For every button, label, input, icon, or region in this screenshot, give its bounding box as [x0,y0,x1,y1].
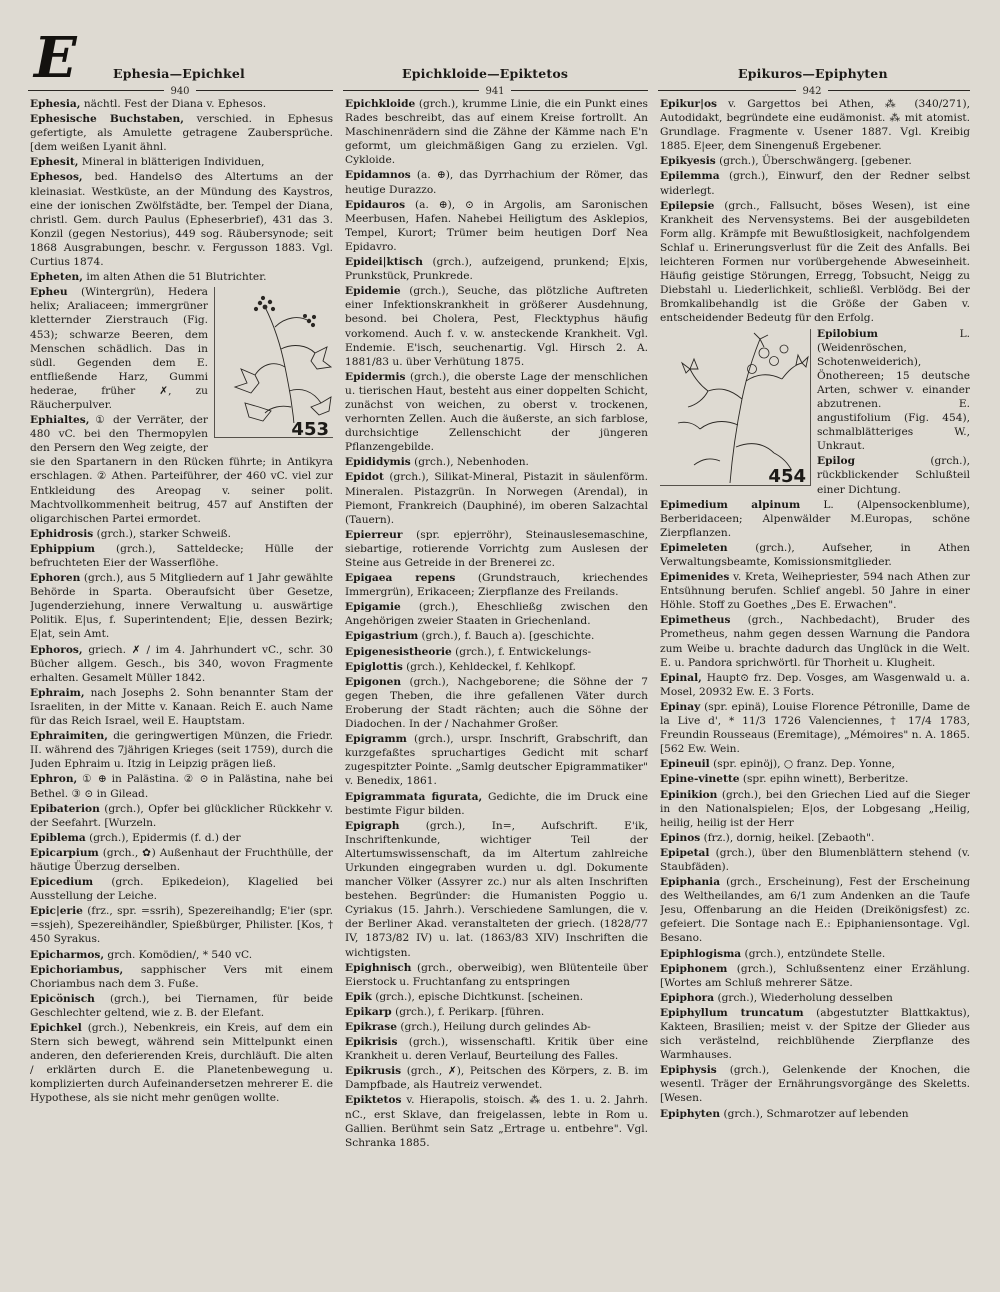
entry-text: (Grundstrauch, kriechendes Immergrün), Erikaceen; Zierpflanze des Freilands. [345,572,648,599]
entry-text: grch. Komödien/, * 540 vC. [104,948,253,961]
entry-text: (grch.), Aufseher, in Athen Verwaltungsbeamte, Komissionsmitglieder. [660,541,970,568]
dictionary-entry [30,571,333,641]
dictionary-entry [660,97,970,153]
dictionary-entry [345,819,648,960]
entry-text: (grch.), starker Schweiß. [93,527,231,540]
entry-headword: Epiphlogisma [660,947,742,960]
dictionary-entry [30,97,333,111]
entry-headword: Epiglottis [345,660,403,673]
entry-headword: Epinal, [660,671,702,684]
figure-453 [214,287,333,441]
dictionary-entry [660,962,970,990]
page-number-right: 942 [662,86,962,97]
entry-headword: Epiphonem [660,962,728,975]
dictionary-entry [660,1006,970,1062]
dictionary-entry [660,1063,970,1105]
entry-headword: Epigenesistheorie [345,645,452,658]
entry-headword: Epidemie [345,285,401,298]
entry-text: ① ⊕ in Palästina. ② ⊙ in Palästina, nahe bei Bethel. ③ ⊙ in Gilead. [30,773,333,800]
entry-text: (grch.), Kehldeckel, f. Kehlkopf. [402,660,576,673]
entry-text: nächtl. Fest der Diana v. Ephesos. [80,98,267,110]
dictionary-entry [30,875,333,903]
entry-headword: Epheten, [30,271,83,284]
entry-text: v. Hierapolis, stoisch. ⁂ des 1. u. 2. Jahrh. nC., erst Sklave, dan freigelassen, lebte in Rom u. Gallien. Berühmt sein Satz „Ertrage u. entbehre". Vgl. Schranka 1885. [345,1094,648,1149]
entry-headword: Epimedium alpinum [660,498,801,511]
entry-headword: Ephesia, [30,98,81,110]
dictionary-entry [660,831,970,845]
dictionary-entry [345,600,648,628]
entry-headword: Epikrisis [345,1036,398,1049]
dictionary-entry [30,686,333,728]
dictionary-entry [345,370,648,455]
entry-headword: Epidot [345,471,384,484]
dictionary-entry [345,455,648,469]
entry-headword: Ephron, [30,773,78,786]
dictionary-entry [345,961,648,989]
dictionary-entry [660,757,970,771]
entry-text: Haupt⊙ frz. Dep. Vosges, am Wasgenwald u. a. Mosel, 20932 Ew. E. 3 Forts. [660,671,970,698]
entry-text: (grch.), Opfer bei glücklicher Rückkehr v. der Seefahrt. [Wurzeln. [30,802,333,829]
dictionary-entry [345,168,648,196]
entry-headword: Epicönisch [30,992,95,1005]
dictionary-entry [345,790,648,818]
figure-454 [660,329,811,486]
entry-headword: Epidauros [345,198,406,211]
entry-headword: Epiktetos [345,1094,402,1107]
header-left: Ephesia—Epichkel [113,66,245,81]
entry-text: (grch., ✗), Peitschen des Körpers, z. B. im Dampfbade, als Hautreiz verwendet. [345,1065,648,1092]
dictionary-entry [660,613,970,669]
dictionary-entry [30,963,333,991]
entry-headword: Epimenides [660,571,730,584]
entry-text: (grch., oberweibig), wen Blütenteile über Eierstock u. Fruchtanfang zu entspringen [345,961,648,988]
section-letter: E [34,25,77,91]
entry-headword: Epipetal [660,846,710,859]
entry-text: (grch.), Einwurf, den der Redner selbst widerlegt. [660,170,970,197]
dictionary-entry [30,170,333,269]
entry-headword: Epichkloide [345,98,416,110]
entry-headword: Epierreur [345,528,403,541]
dictionary-entry [345,470,648,526]
entry-text: ① der Verräter, der 480 vC. bei den Thermopylen den Persern den Weg zeigte, der sie den Spartanern in den Rücken führte; in Antikyra erschlagen. ② Athen. Parteiführer, der 460 vC. viel zur Entkleidung des Areopag v. seiner polit. Machtvollkommenheit beitrug, 457 auf Anstiften der oligarchischen Partei ermordet. [30,414,333,525]
entry-headword: Epik [345,990,372,1003]
entry-headword: Epinos [660,831,701,844]
entry-headword: Epigaea repens [345,572,456,585]
entry-headword: Epigramm [345,733,407,746]
dictionary-entry [30,112,333,154]
page-number-left: 940 [30,86,330,97]
entry-headword: Epigamie [345,601,401,614]
entry-text: (spr. epihn winett), Berberitze. [739,773,909,786]
dictionary-entry [30,992,333,1020]
entry-text: (grch. Epikedeion), Klagelied bei Ausstellung der Leiche. [30,876,333,903]
entry-text: v. Gargettos bei Athen, ⁂ (340/271), Autodidakt, begründete eine eudämonist. ⁂ mit atomist. Grundlage. Fragmente v. Usener 1887. Vgl. Kreibig 1885. E|eer, dem Sinengenuß Ergebener. [660,98,970,153]
entry-headword: Epinikion [660,788,718,801]
entry-headword: Epilepsie [660,199,715,212]
entry-headword: Ephesische Buchstaben, [30,113,184,126]
dictionary-entry [30,948,333,962]
entry-headword: Epiphyten [660,1107,721,1120]
entry-headword: Ephoren [30,572,81,585]
entry-text: (grch.), Überschwängerg. [gebener. [715,155,912,168]
dictionary-entry [30,643,333,685]
entry-headword: Epikyesis [660,155,716,168]
entry-text: (grch., ✿) Außenhaut der Fruchthülle, der häutige Überzug derselben. [30,846,333,873]
entry-text: (grch.), aufzeigend, prunkend; E|xis, Prunkstück, Prunkrede. [345,256,648,283]
dictionary-entry [660,199,970,326]
entry-text: (spr. epinöj), ○ franz. Dep. Yonne, [709,758,895,771]
entry-headword: Epigonen [345,675,402,688]
dictionary-entry [660,541,970,569]
entry-text: (grch.), Heilung durch gelindes Ab- [397,1021,591,1033]
dictionary-entry [345,1064,648,1092]
dictionary-entry [345,284,648,369]
entry-text: (a. ⊕), ⊙ in Argolis, am Saronischen Meerbusen, Hafen. Nahebei Heiligtum des Asklepios, Tempel, Kurort; Trümer beim heutigen Dorf Nea Epidavro. [345,198,648,253]
column-3 [660,97,970,1282]
entry-headword: Epheu [30,286,68,299]
entry-headword: Ephippium [30,542,95,555]
entry-headword: Ephraim, [30,686,85,699]
entry-headword: Epibaterion [30,802,100,815]
dictionary-entry [30,1021,333,1106]
entry-headword: Epilog [817,455,856,468]
dictionary-entry [30,831,333,845]
entry-text: (a. ⊕), das Dyrrhachium der Römer, das heutige Durazzo. [345,169,648,196]
entry-headword: Epicedium [30,876,94,889]
entry-text: (grch.), Satteldecke; Hülle der befruchteten Eier der Wasserflöhe. [30,542,333,569]
dictionary-entry [345,629,648,643]
dictionary-entry [30,729,333,771]
entry-headword: Epiphysis [660,1064,717,1077]
willowherb-illustration [660,329,810,488]
entry-headword: Epimetheus [660,614,731,627]
dictionary-entry [30,527,333,541]
entry-headword: Epineuil [660,758,710,771]
entry-text: (grch.), die oberste Lage der menschlichen u. tierischen Haut, besteht aus einer doppelten Schicht, zunächst von weichen, zu oberst v. trockenen, verhornten Zellen. Auch die äußerste, an sich farblose, durchsichtige Zellenschicht der jüngeren Pflanzengebilde. [345,370,648,454]
entry-text: bed. Handels⊙ des Altertums an der kleinasiat. Westküste, an der Mündung des Kaystros, eine der ionischen Zwölfstädte, ber. Tempel der Diana, christl. Gem. durch Paulus (Epheserbrief), 431 das 3. Konzil (gegen Nestorius), 449 sog. Räubersynode; seit 1868 Ausgrabungen, beschr. v. Fergusson 1883. Vgl. Curtius 1874. [30,171,333,269]
entry-text: (spr. epjerröhr), Steinauslesemaschine, siebartige, rotierende Vorrichtg zum Auslesen der Steine aus Getreide in der Brenerei zc. [345,528,648,569]
entry-text: (grch.), Nachgeborene; die Söhne der 7 gegen Theben, die ihre gefallenen Väter durch Eroberung der Stadt rächten; auch die Söhne der Diadochen. In der / Nachahmer Großer. [345,675,648,731]
dictionary-entry [345,732,648,788]
entry-text: (grch.), aus 5 Mitgliedern auf 1 Jahr gewählte Behörde in Sparta. Oberaufsicht über Gesetze, Jugenderziehung, innere Verwaltung u. auswärtige Politik. E|us, f. Superintendent; E|ie, dessen Bezirk; E|at, sein Amt. [30,572,333,641]
entry-text: (grch.), f. Bauch a). [geschichte. [418,630,595,643]
entry-text: (spr. epinä), Louise Florence Pétronille, Dame de la Live d', * 11/3 1726 Valenciennes, † 17/4 1783, Freundin Rousseaus (Eremitage), „Mémoires" n. A. 1865. [562 Ew. Wein. [660,700,970,756]
entry-headword: Epicarpium [30,846,99,859]
entry-text: (grch.), krumme Linie, die ein Punkt eines Rades beschreibt, das auf einem Kreise fortrollt. An Maschinenrädern sind die Zähne der Kämme nach E'n geformt, um gleichmäßigen Gang zu erzielen. Vgl. Cykloide. [345,98,648,167]
entry-headword: Ephesos, [30,171,83,184]
entry-headword: Epigraph [345,819,400,832]
entry-text: (frz., spr. =ssrih), Spezereihandlg; E'ier (spr. =ssjeh), Spezereihändler, Spießbürger, Philister. [Kos, † 450 Syrakus. [30,905,333,946]
entry-text: griech. ✗ / im 4. Jahrhundert vC., schr. 30 Bücher allgem. Gesch., bis 340, wovon Fragmente erhalten. Gesamelt Müller 1842. [30,643,333,684]
dictionary-entry [660,671,970,699]
entry-text: sapphischer Vers mit einem Choriambus nach dem 3. Fuße. [30,963,333,990]
entry-headword: Epimeleten [660,541,728,554]
entry-text: (grch.), bei Tiernamen, für beide Geschlechter geltend, wie z. B. der Elefant. [30,992,333,1019]
dictionary-entry [345,1093,648,1149]
entry-text: (grch.), f. Perikarp. [führen. [391,1005,545,1018]
entry-text: (frz.), dornig, heikel. [Zebaoth". [700,831,875,844]
dictionary-entry [345,675,648,731]
entry-text: (grch.), epische Dichtkunst. [scheinen. [371,990,584,1003]
entry-headword: Epidamnos [345,169,411,182]
entry-text: verschied. in Ephesus gefertigte, als Amulette getragene Zaubersprüche. [dem weißen Lyanit ähnl. [30,113,333,154]
entry-text: Mineral in blätterigen Individuen, [78,156,265,169]
dictionary-entry [345,97,648,167]
entry-headword: Epigrammata figurata, [345,790,483,803]
entry-headword: Epikarp [345,1005,392,1018]
entry-text: (grch.), Nebenhoden. [410,456,529,469]
dictionary-entry [660,991,970,1005]
entry-text: (grch.), Gelenkende der Knochen, die wesentl. Träger der Ernährungsvorgänge des Skeletts. [Wesen. [660,1064,970,1105]
entry-text: (grch.), In=, Aufschrift. E'ik, Inschriftenkunde, wichtiger Teil der Altertumswissenschaft, da im Altertum zahlreiche Urkunden eingegraben wurden u. dgl. Dokumente mancher Völker (Assyrer zc.) nur als alten Inschriften bestehen. Begründer: die Humanisten Poggio u. Cyriakus (15. Jahrh.). Verschiedene Samlungen, die v. der Berliner Akad. veranstalteten der griech. (1828/77 IV, 1873/82 IV) u. lat. (1863/83 XIV) Inschriften die wichtigsten. [345,819,648,959]
entry-headword: Epiphania [660,876,721,889]
dictionary-entry [30,542,333,570]
entry-text: im alten Athen die 51 Blutrichter. [82,271,267,284]
entry-text: (grch.), urspr. Inschrift, Grabschrift, dan kurzgefaßtes spruchartiges Gedicht mit scharf zugespitzter Pointe. „Samlg deutscher Epigrammatiker" v. Benedix, 1861. [345,733,648,788]
entry-text: (grch., Erscheinung), Fest der Erscheinung des Weltheilandes, am 6/1 zum Andenken an die Taufe Jesu, Offenbarung an die Heiden (Dreikönigsfest) zc. gefeiert. Die Sontage nach E.: Epiphaniensontage. Vgl. Besano. [660,876,970,945]
figure-number-453: 453 [291,419,329,441]
entry-text: (grch.), Nebenkreis, ein Kreis, auf dem ein Stern sich bewegt, während sein Mittelpunkt einen anderen, den deferierenden Kreis, durchläuft. Die alten / erklärten durch E. die Planetenbewegung u. komplizierten durch Aufeinandersetzen mehrerer E. die Hypothese, als sie nicht mehr genügen wollte. [30,1022,333,1105]
entry-text: (grch., Fallsucht, böses Wesen), ist eine Krankheit des Nervensystems. Bei der ausgebildeten Form allg. Krämpfe mit Bewußtlosigkeit, nachfolgendem Schlaf u. Erinerungsverlust für die Zeit des Anfalls. Bei leichteren Formen nur vorübergehende Abweseinheit. Häufig geistige Störungen, Erregg, Tobsucht, Neigg zu Diebstahl u. Liederlichkeit, schließl. Verblödg. Bei der Bromkalibehandlg ist die Größe der Gaben v. entscheidender Bedeutg für den Erfolg. [660,199,970,325]
dictionary-entry [30,802,333,830]
dictionary-entry [345,990,648,1004]
dictionary-entry [345,198,648,254]
entry-text: (grch.), über den Blumenblättern stehend (v. Staubfäden). [660,846,970,873]
entry-headword: Epididymis [345,456,411,469]
entry-headword: Epikrusis [345,1065,402,1078]
page-number-center: 941 [345,86,645,97]
dictionary-entry [30,846,333,874]
entry-text: v. Kreta, Weihepriester, 594 nach Athen zur Entsühnung berufen. Schlief angebl. 50 Jahre in einer Höhle. Stoff zu Goethes „Des E. Erwachen". [660,571,970,612]
entry-text: die geringwertigen Münzen, die Friedr. II. während des 7jährigen Krieges (seit 1759), durch die Juden Ephraim u. Itzig in Leipzig prägen ließ. [30,730,333,771]
entry-text: (grch.), Schmarotzer auf lebenden [720,1107,909,1120]
entry-text: (grch.), Eheschließg zwischen den Angehörigen zweier Staaten in Griechenland. [345,601,648,628]
dictionary-entry [345,1035,648,1063]
entry-headword: Epiphyllum truncatum [660,1006,804,1019]
entry-headword: Ephidrosis [30,527,94,540]
ivy-illustration [215,287,333,441]
entry-headword: Epikrase [345,1021,397,1033]
entry-text: (grch., Nachbedacht), Bruder des Prometheus, nahm gegen dessen Warnung die Pandora zum Weibe u. brachte dadurch das Unglück in die Welt. E. u. Pandora sprichwörtl. für Thorheit u. Klugheit. [660,614,970,669]
entry-headword: Epinay [660,700,701,713]
entry-headword: Epiblema [30,831,86,844]
entry-text: L. (Weidenröschen, Schotenweiderich), Önothereen; 15 deutsche Arten, schwer v. einander abzutrenen. E. angustifolium (Fig. 454), schmalblätteriges W., Unkraut. [817,327,970,453]
entry-headword: Epichkel [30,1022,82,1034]
column-2 [345,97,648,1282]
entry-text: (grch.), entzündete Stelle. [741,947,886,960]
dictionary-entry [345,645,648,659]
column-1 [30,97,333,1282]
header-center: Epichkloide—Epiktetos [402,66,569,81]
entry-headword: Ephraimiten, [30,730,108,743]
entry-headword: Epichoriambus, [30,963,124,976]
dictionary-entry [660,154,970,168]
entry-text: (grch.), bei den Griechen Lied auf die Sieger in den Nationalspielen; E|os, der Lobgesang „Heilig, heilig, heilig ist der Herr [660,788,970,829]
entry-text: (abgestutzter Blattkaktus), Kakteen, Brasilien; meist v. der Spitze der Glieder aus sich verästelnd, reichblühende Zierpflanze des Warmhauses. [660,1006,970,1062]
entry-text: (grch.), wissenschaftl. Kritik über eine Krankheit u. deren Verlauf, Beurteilung des Falles. [345,1036,648,1063]
entry-text: Gedichte, die im Druck eine bestimte Figur bilden. [345,790,648,817]
entry-headword: Epikur|os [660,98,718,110]
dictionary-entry [660,498,970,540]
entry-text: (grch.), Epidermis (f. d.) der [85,831,241,844]
dictionary-entry [30,155,333,169]
entry-headword: Epidei|ktisch [345,256,423,269]
dictionary-entry [660,169,970,197]
dictionary-entry [345,1005,648,1019]
dictionary-entry [345,1020,648,1034]
dictionary-entry [345,571,648,599]
entry-text: (grch.), Silikat-Mineral, Pistazit in säulenförm. Mineralen. Pistazgrün. In Norwegen (Arendal), in Piemont, Frankreich (Dauphiné), im oberen Salzachtal (Tauern). [345,471,648,526]
entry-text: L. (Alpensockenblume), Berberidaceen; Alpenwälder M.Europas, schöne Zierpflanzen. [660,498,970,539]
dictionary-entry [30,270,333,284]
entry-headword: Epic|erie [30,905,83,918]
entry-text: (grch.), f. Entwickelungs- [451,645,592,658]
entry-headword: Epiphora [660,991,715,1004]
figure-number-454: 454 [768,466,806,488]
entry-text: (grch.), Wiederholung desselben [714,991,893,1004]
dictionary-entry [345,660,648,674]
entry-headword: Ephesit, [30,156,79,169]
entry-headword: Epigastrium [345,630,419,643]
entry-text: (grch.), Schlußsentenz einer Erzählung. [Wortes am Schluß mehrerer Sätze. [660,962,970,989]
entry-headword: Epidermis [345,370,406,383]
header-right: Epikuros—Epiphyten [738,66,888,81]
dictionary-entry [660,875,970,945]
entry-headword: Epicharmos, [30,948,105,961]
dictionary-entry [30,772,333,800]
dictionary-entry [660,700,970,756]
dictionary-entry [660,772,970,786]
entry-headword: Epilobium [817,327,878,340]
entry-text: (Wintergrün), Hedera helix; Araliaceen; immergrüner kletternder Zierstrauch (Fig. 453); schwarze Beeren, dem Menschen schädlich. Das in südl. Gegenden dem E. entfließende Harz, Gummi hederae, früher ✗, zu Räucherpulver. [30,286,208,411]
entry-headword: Epine-vinette [660,773,740,786]
entry-headword: Ephoros, [30,643,83,656]
entry-headword: Epilemma [660,170,720,183]
dictionary-entry [660,947,970,961]
entry-text: nach Josephs 2. Sohn benannter Stam der Israeliten, in der Mitte v. Kanaan. Reich E. auch Name für das Reich Israel, weil E. Hauptstam. [30,686,333,728]
entry-headword: Epighnisch [345,961,412,974]
dictionary-entry [660,570,970,612]
dictionary-entry [345,528,648,570]
dictionary-entry [345,255,648,283]
dictionary-entry [660,846,970,874]
dictionary-entry [660,788,970,830]
entry-headword: Ephialtes, [30,414,90,427]
entry-text: (grch.), Seuche, das plötzliche Auftreten einer Infektionskrankheit in größerer Ausdehnung, besond. bei Cholera, Pest, Flecktyphus häufig vorkomend. Auch f. v. w. ansteckende Krankheit. Vgl. Endemie. E'isch, seuchenartig. Vgl. Hirsch 2. A. 1881/83 u. über Verhütung 1875. [345,285,648,368]
dictionary-entry [660,1107,970,1121]
dictionary-entry [30,904,333,946]
entry-text: (grch.), rückblickender Schlußteil einer Dichtung. [817,455,970,496]
